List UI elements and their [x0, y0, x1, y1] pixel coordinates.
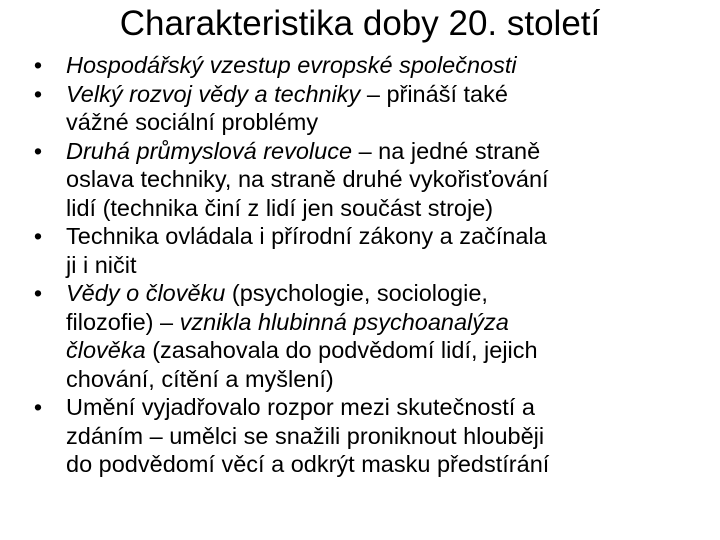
bullet-line	[66, 108, 706, 137]
bullet-text: Umění vyjadřovalo rozpor mezi skutečností a	[66, 394, 535, 420]
bullet-line	[66, 80, 706, 109]
emphasized-text: Velký rozvoj vědy a techniky	[66, 80, 361, 107]
bullet-icon: •	[33, 137, 43, 164]
bullet-line	[66, 450, 706, 479]
emphasized-text: člověka	[66, 337, 146, 363]
bullet-text: (psychologie, sociologie,	[225, 280, 488, 306]
bullet-text: vážné sociální problémy	[66, 109, 319, 135]
bullet-item	[33, 51, 706, 80]
bullet-text: – přináší také	[360, 80, 508, 107]
bullet-item	[33, 222, 706, 279]
bullet-text: zdáním – umělci se snažili proniknout hlouběji	[66, 422, 545, 449]
bullet-item	[33, 80, 706, 137]
bullet-list	[33, 51, 706, 479]
bullet-text: oslava techniky, na straně druhé vykořisťování	[66, 166, 549, 192]
bullet-line	[66, 308, 706, 337]
bullet-line	[66, 194, 706, 223]
bullet-item	[33, 279, 706, 393]
emphasized-text: vznikla hlubinná psychoanalýza	[179, 308, 509, 335]
bullet-line	[66, 251, 706, 280]
emphasized-text: Vědy o člověku	[66, 280, 226, 306]
bullet-icon: •	[33, 280, 43, 306]
bullet-line	[66, 279, 706, 308]
bullet-text: filozofie) –	[66, 308, 180, 335]
bullet-item	[33, 393, 706, 479]
slide-title: Charakteristika doby 20. století	[119, 4, 601, 43]
bullet-text: chování, cítění a myšlení)	[66, 365, 334, 392]
bullet-line	[66, 422, 706, 451]
emphasized-text: Druhá průmyslová revoluce	[66, 137, 353, 164]
bullet-text: do podvědomí věcí a odkrýt masku předstírání	[66, 451, 550, 477]
bullet-text: (zasahovala do podvědomí lidí, jejich	[145, 337, 538, 363]
bullet-line	[66, 336, 706, 365]
bullet-text: ji i ničit	[66, 251, 137, 278]
bullet-text: – na jedné straně	[352, 137, 541, 164]
bullet-icon: •	[33, 52, 43, 78]
bullet-line	[66, 365, 706, 394]
bullet-text: Technika ovládala i přírodní zákony a začínala	[66, 223, 547, 249]
bullet-line	[66, 222, 706, 251]
bullet-icon: •	[33, 80, 43, 107]
bullet-icon: •	[33, 394, 43, 420]
bullet-line	[66, 51, 706, 80]
bullet-line	[66, 393, 706, 422]
emphasized-text: Hospodářský vzestup evropské společnosti	[66, 52, 517, 78]
bullet-item	[33, 137, 706, 223]
bullet-text: lidí (technika činí z lidí jen součást stroje)	[66, 194, 494, 221]
bullet-line	[66, 137, 706, 166]
bullet-icon: •	[33, 223, 43, 249]
bullet-line	[66, 165, 706, 194]
